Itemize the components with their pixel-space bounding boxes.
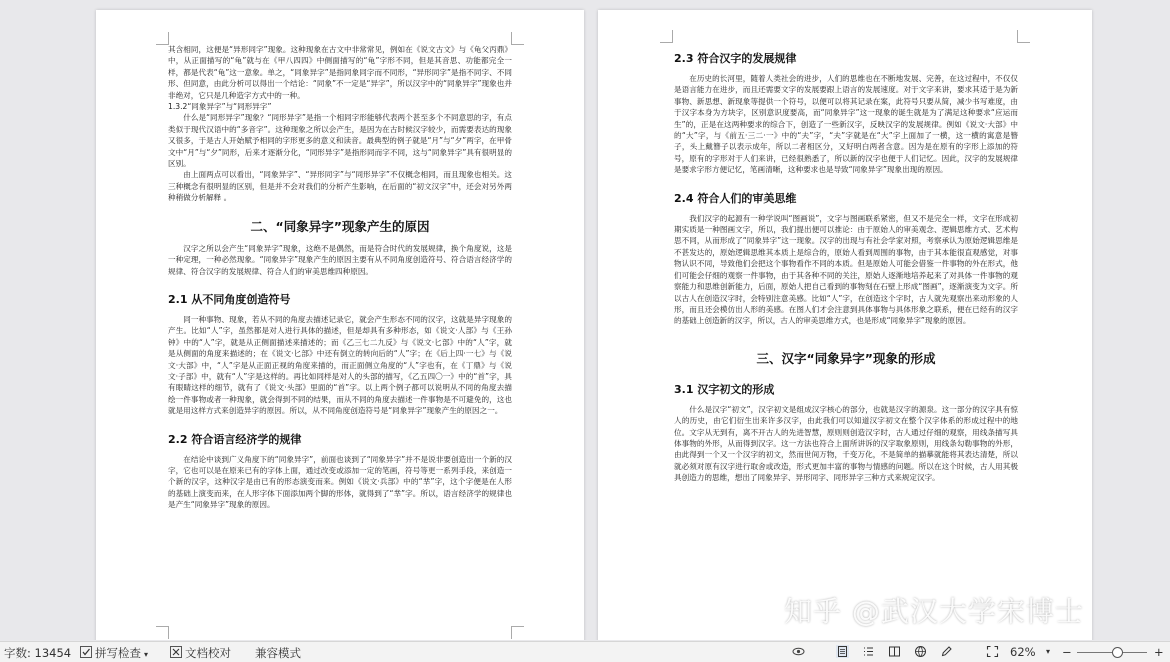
- compat-mode-label: 兼容模式: [255, 646, 301, 660]
- page-content: [674, 50, 1018, 484]
- zoom-level[interactable]: 62%: [1010, 645, 1036, 659]
- watermark: 知乎 @武汉大学宋博士: [784, 595, 1084, 628]
- body-paragraph: 同一种事物、现象，若从不同的角度去描述记录它，就会产生形态不同的汉字，这就是异字现象的产生。比如“人”字，虽然都是对人进行具体的描述，但是却具有多种形态，如《说文·人部》与《王孙钟》中的“人”字，就是从正侧面描述来描述的；而《乙三七二九反》与《说文·匕部》中的“人”字，就是从侧面的角度来描述的；在《说文·匕部》中还有倒立的转向后的“人”字；在《后上四·一七》与《说文·大部》中，“人”字是从正面正视的角度来描的，而正面侧立角度的“人”字也有，在《丁鼎》与《说文·子部》中，就有“人”字是这样的。再比如同样是对人的头部的描写，《乙五四〇一》中的“首”字，具有眼睛这样的细节，就有了《说文·头部》里面的“首”字。以上两个例子都可以说明从不同的角度去描绘一件事物或者一种现象，就会得到不同的结果，而从不同的角度去描述一件事物是不可避免的，这也就是用这样方式来创造异字的原因。所以，从不同角度创造符号是“同象异字”现象产生的原因之一。: [168, 314, 512, 416]
- spell-check-label: 拼写检查: [95, 646, 141, 660]
- body-paragraph: 什么是“同形异字”现象？“同形异字”是指一个相同字形能够代表两个甚至多个不同意思的字，有点类似于现代汉语中的“多音字”。这种现象之所以会产生，是因为在古时候汉字较少，而需要表达的现象又很多，于是古人开始赋予相同的字形更多的意义和读音。最典型的例子就是“月”与“夕”两字，在甲骨文中“月”与“夕”同形，后来才逐渐分化，“同形异字”是指形同而字不同，这与“同象异字”具有很明显的区别。: [168, 113, 512, 169]
- read-view-icon[interactable]: [888, 645, 901, 658]
- subsection-heading: 2.1 从不同角度创造符号: [168, 292, 291, 306]
- crop-mark: [511, 32, 524, 45]
- pen-icon[interactable]: [940, 645, 953, 658]
- body-paragraph: 在结论中谈到广义角度下的“同象异字”，前面也谈到了“同象异字”并不是说非要创造出一个新的汉字，它也可以是在原来已有的字体上面，通过改变或添加一定的笔画，符号等更一系列手段，来创造一个新的汉字，这种汉字是由已有的形态演变而来。例如《说文·兵部》中的“丵”字，这个字便是在人形的基础上演变而来，在人形字体下面添加两个脚的形体，就得到了“丵”字。所以，语言经济学的规律也是产生“同象异字”现象的原因。: [168, 454, 512, 510]
- proofread-icon: [170, 646, 182, 658]
- fit-page-icon[interactable]: [986, 645, 999, 658]
- document-page-right: [598, 10, 1092, 640]
- spell-check-button[interactable]: [80, 645, 148, 661]
- body-paragraph: 我们汉字的起源有一种学说叫“图画说”，文字与图画联系紧密，但又不是完全一样，文字在形成初期实质是一种图画文字，所以，我们提出便可以推论：由于原始人的审美观念、逻辑思维方式、艺术构思不同，从而形成了“同象异字”这一现象。汉字的出现与有社会学家对照，考察承认为原始逻辑思维是不甚发达的，原始逻辑思维其本质上是综合的，原始人看到周围的事物，由于其本能很直观感觉，对事物认识不同，导致他们会把这个事物看作不同的本质。但是原始人可能会借鉴一件事物的外在形式，他们可能会仔细的观察一件事物，由于其各种不同的关注，原始人逐渐地培养起来了对具体一件事物的观察能力和思维创新能力，后面，原始人把自己看到的事物刻在石壁上形成“图画”，逐渐演变为文字。所以古人在创造汉字时，会特别注意美感。比如“人”字，在创造这个字时，古人就先观察出来动形象的人形，而且还会模仿出人形的美感。在图人们才会注意到具体事物与具体形象之联系，便在已经有的汉字的基础上创造新的汉字，所以，古人的审美思维方式，也是形成“同象异字”现象的原因。: [674, 213, 1018, 326]
- subsection-heading: 2.4 符合人们的审美思维: [674, 191, 797, 205]
- chevron-down-icon: ▾: [144, 650, 149, 659]
- body-paragraph: 由上面两点可以看出，“同象异字”、“异形同字”与“同形异字”不仅概念相同，而且现象也相关。这三种概念有很明显的区别，但是并不会对我们的分析产生影响，在后面的“初文汉字”中，还会对另外两种稍做分析解释 。: [168, 170, 512, 203]
- section-heading: 二、“同象异字”现象产生的原因: [250, 218, 430, 234]
- body-paragraph: 汉字之所以会产生“同象异字”现象，这绝不是偶然，而是符合时代的发展规律，换个角度说，这是一种定理，一种必然现象。“同象异字”现象产生的原因主要有从不同角度创造符号、符合语言经济学的规律、符合汉字的发展规律、符合人们的审美思维四种原因。: [168, 243, 512, 276]
- page-view-icon[interactable]: [836, 645, 849, 658]
- eye-protect-icon[interactable]: [792, 645, 805, 658]
- spell-check-icon: [80, 646, 92, 658]
- subsection-heading: 3.1 汉字初文的形成: [674, 382, 775, 396]
- section-heading: 三、汉字“同象异字”现象的形成: [756, 350, 936, 366]
- web-view-icon[interactable]: [914, 645, 927, 658]
- crop-mark: [1017, 30, 1030, 43]
- status-bar: [0, 641, 1170, 662]
- chevron-down-icon[interactable]: ▾: [1046, 647, 1051, 656]
- document-page-left: [96, 10, 584, 640]
- zoom-slider-handle[interactable]: [1112, 647, 1123, 658]
- word-count[interactable]: 字数: 13454: [4, 646, 72, 660]
- outline-view-icon[interactable]: [862, 645, 875, 658]
- subsection-heading: 2.3 符合汉字的发展规律: [674, 52, 797, 65]
- doc-proofread-button[interactable]: [170, 645, 231, 661]
- body-paragraph: 其含相同，这便是“异形同字”现象。这种现象在古文中非常常见，例如在《说文古文》与《龟父丙鼎》中，从正面描写的“龟”就与在《甲八四四》中侧面描写的“龟”字形不同，但是其音思、功能都完全一样，都是代表“龟”这一意象。单之，“同象异字”是指同象同字而不同形，“异形同字”是指不同字、不同形、但同意，由此分析可以得出一个结论：“同象”不一定是“异字”，所以汉字中的“同象异字”现象也并非绝对，它只是几种造字方式中的一种。: [168, 45, 512, 100]
- crop-mark: [156, 626, 169, 639]
- zoom-in-button[interactable]: +: [1154, 645, 1164, 659]
- doc-proofread-label: 文档校对: [185, 646, 231, 660]
- subsection-heading: 1.3.2“同象异字”与“同形异字”: [168, 102, 272, 112]
- subsection-heading: 2.2 符合语言经济学的规律: [168, 432, 302, 446]
- crop-mark: [511, 626, 524, 639]
- page-content: [168, 44, 512, 511]
- zoom-out-button[interactable]: −: [1062, 645, 1072, 659]
- body-paragraph: 什么是汉字“初文”，汉字初文是组成汉字核心的部分，也就是汉字的源泉。这一部分的汉字具有惊人的历史，由它们衍生出来许多汉字，由此我们可以知道汉字初文在整个汉字体系的形成过程中的地位。文字从无到有，离不开古人的先进智慧，原则则创造汉字时，古人通过仔细的观察，用线条描写具体事物的外形，从而得到汉字。这一方法也符合上面所讲诉的汉字取象原则，用线条勾勒事物的外形，由此得到一个又一个汉字的初文，然而世间万物，千变万化，不是简单的描摹就能将其表达清楚，所以就必须对原有汉字进行取舍或改造，形式更加丰富的事物与情感的问题。所以在这个时候，古人用其极具创造力的思维，想出了同象异字、异形同字、同形异字三种方式来规定汉字。: [674, 404, 1018, 483]
- crop-mark: [660, 30, 673, 43]
- body-paragraph: 在历史的长河里，随着人类社会的进步，人们的思维也在不断地发展、完善，在这过程中，不仅仅是语言能力在进步，而且还需要文字的发展要跟上语言的发展速度。对于文字来讲，要求其适于是为新事物、新思想、新现象等提供一个符号，以便可以将其记录在案，此符号只要从简，减少书写难度，由于汉字本身为方块字，区别意识度要高，而“同象异字”这一现象的诞生就是为了满足这种要求“应运而生”的，正是在这两种要求的综合下，创造了一些新汉字，反映汉字的发展规律。例如《说文·大部》中的“大”字，与《前五·三二·一》中的“夫”字，“夫”字就是在“大”字上面加了一横，这一横的寓意是簪子，头上戴簪子以表示成年，所以二者相区分，又好明白两者含意。因为是在原有的字形上添加的符号，原有的字形对于人们来讲，已经很熟悉了，所以新的汉字也便于人们记忆。因此，汉字的发展规律是要求字形方便记忆，笔画清晰，这种要求也是导致“同象异字”现象出现的原因。: [674, 74, 1018, 175]
